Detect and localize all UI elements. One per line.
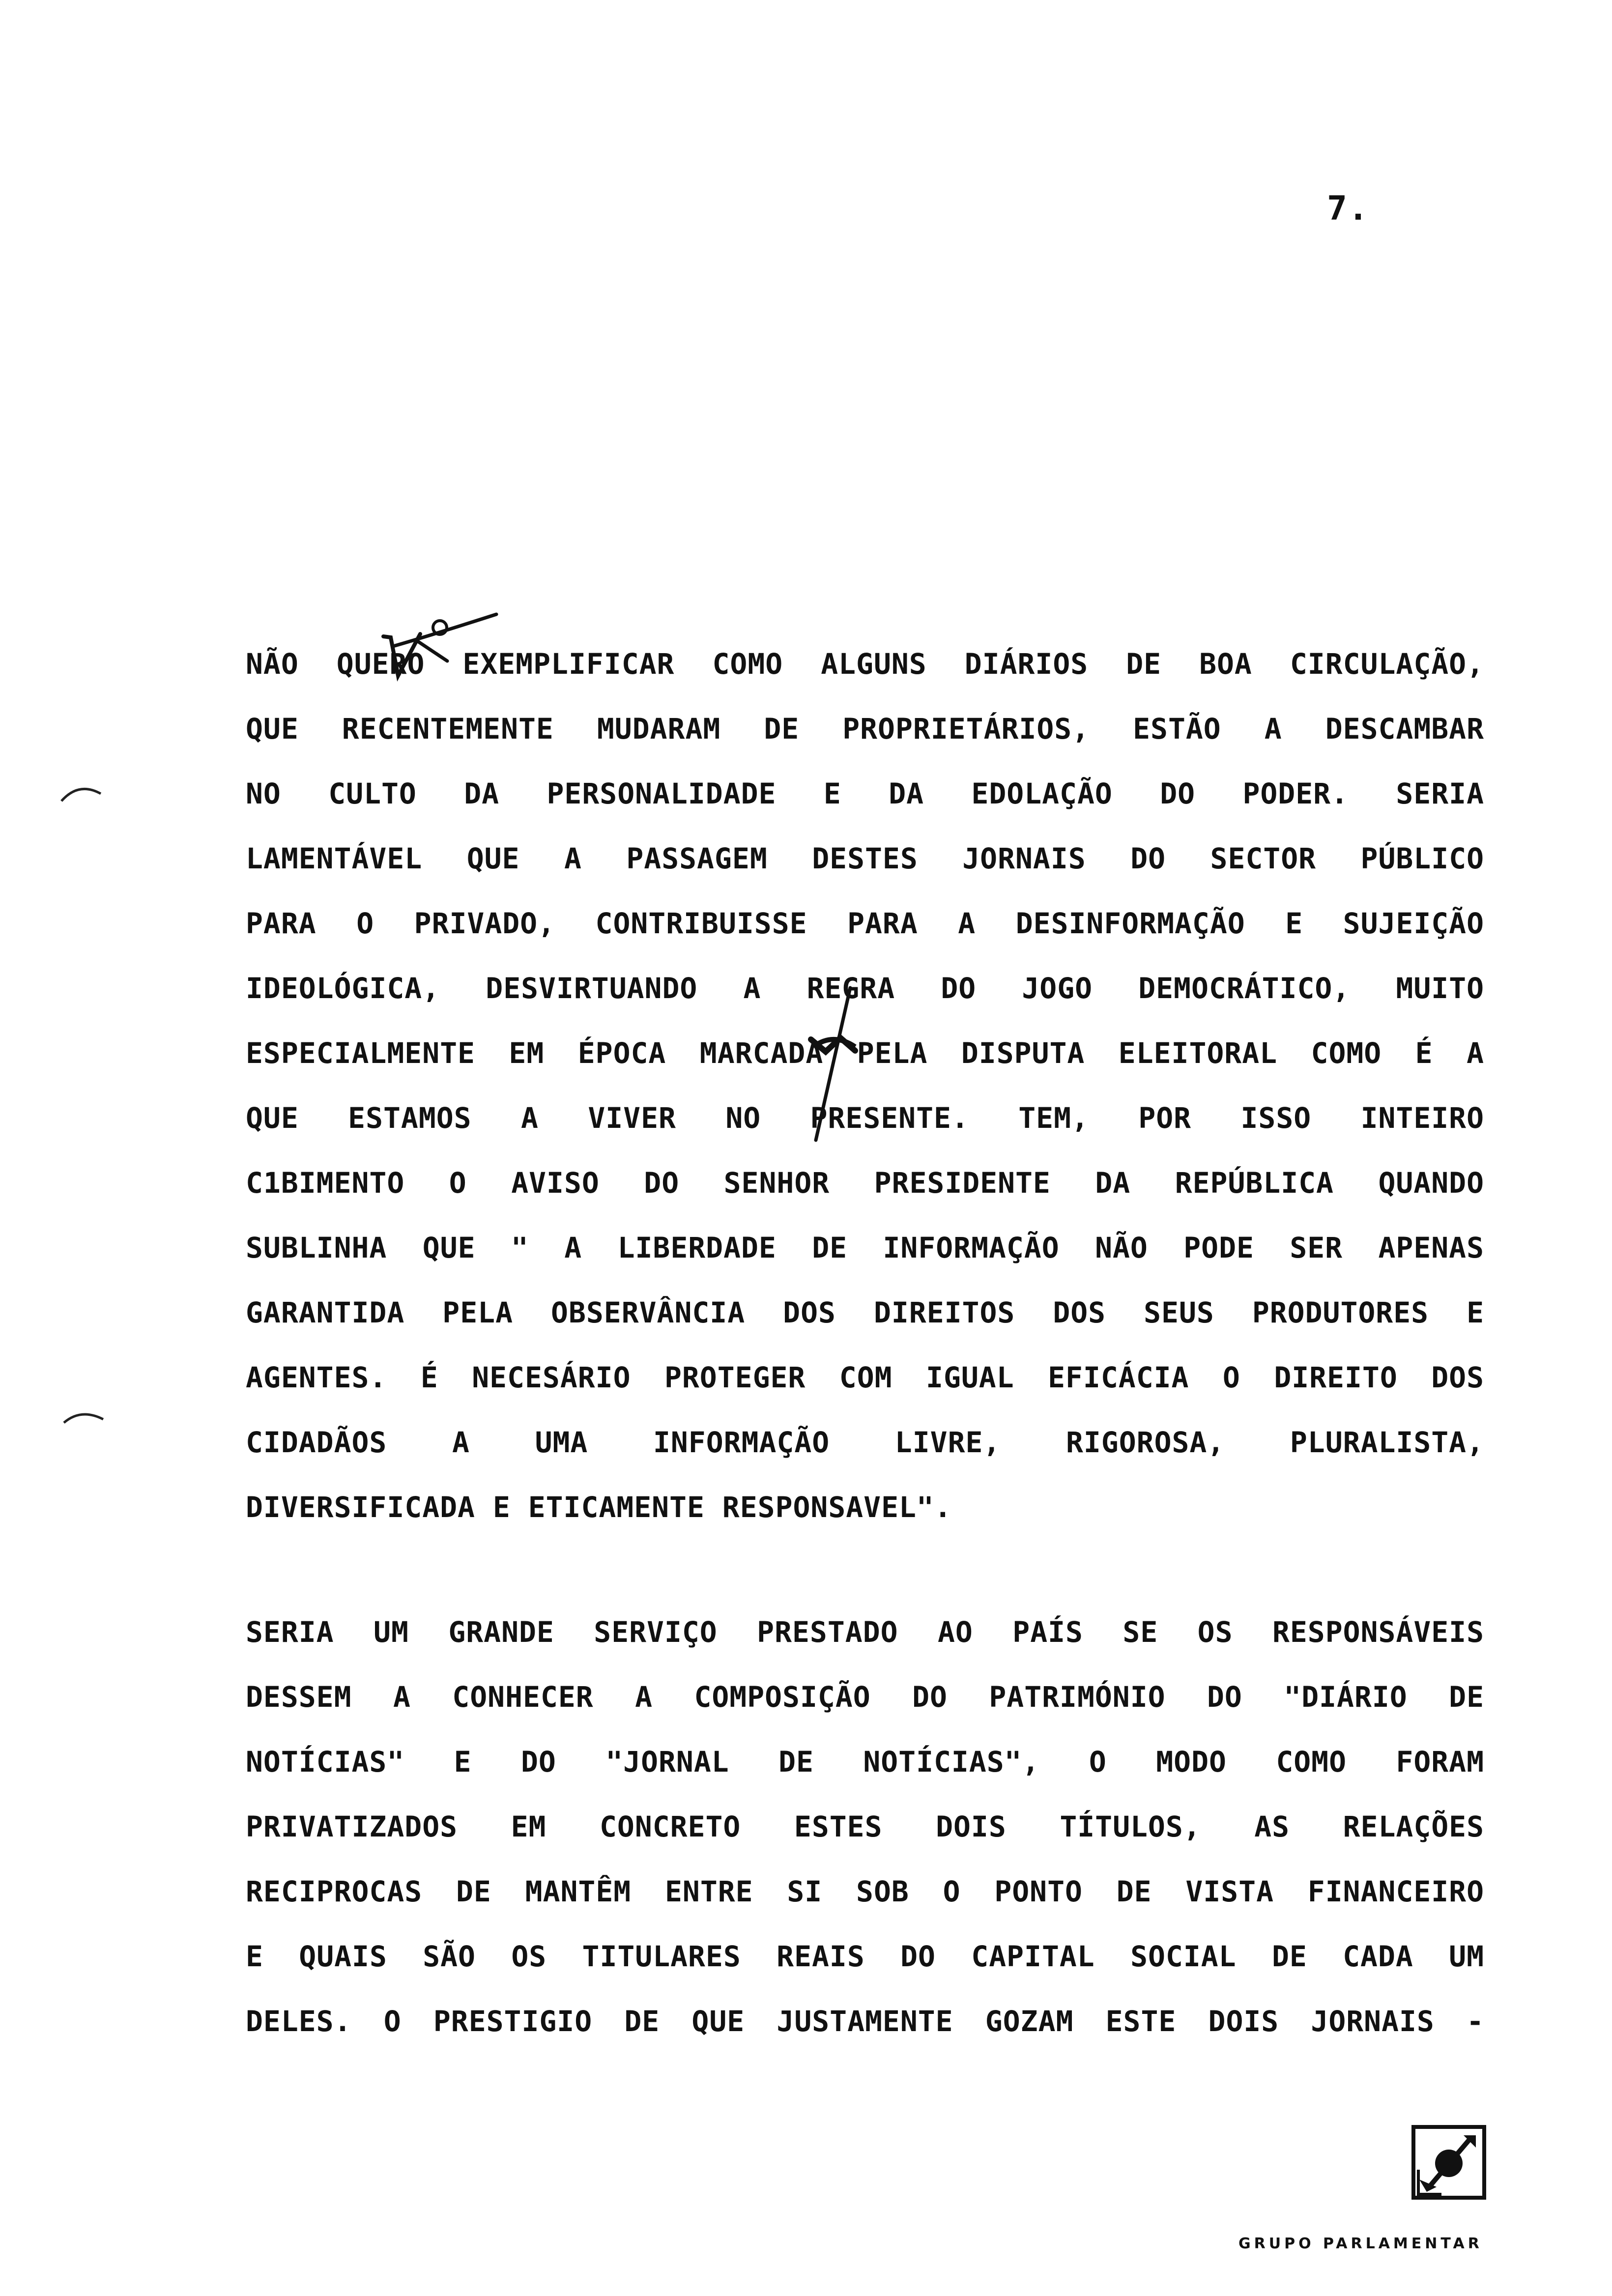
text-line: PRIVATIZADOS EM CONCRETO ESTES DOIS TÍTULOS, AS RELAÇÕES bbox=[246, 1810, 1484, 1843]
text-line: LAMENTÁVEL QUE A PASSAGEM DESTES JORNAIS DO SECTOR PÚBLICO bbox=[246, 842, 1484, 875]
text-line: IDEOLÓGICA, DESVIRTUANDO A REGRA DO JOGO DEMOCRÁTICO, MUITO bbox=[246, 972, 1484, 1005]
text-line: E QUAIS SÃO OS TITULARES REAIS DO CAPITAL SOCIAL DE CADA UM bbox=[246, 1940, 1484, 1973]
text-line: GARANTIDA PELA OBSERVÂNCIA DOS DIREITOS DOS SEUS PRODUTORES E bbox=[246, 1296, 1484, 1329]
margin-mark-icon bbox=[59, 781, 103, 806]
page-number: 7. bbox=[1327, 189, 1369, 228]
party-emblem-icon bbox=[1410, 2123, 1488, 2202]
text-line: ESPECIALMENTE EM ÉPOCA MARCADA PELA DISPUTA ELEITORAL COMO É A bbox=[246, 1036, 1484, 1070]
text-line: RECIPROCAS DE MANTÊM ENTRE SI SOB O PONTO DE VISTA FINANCEIRO bbox=[246, 1875, 1484, 1908]
text-line: AGENTES. É NECESÁRIO PROTEGER COM IGUAL EFICÁCIA O DIREITO DOS bbox=[246, 1361, 1484, 1394]
text-line: QUE RECENTEMENTE MUDARAM DE PROPRIETÁRIOS, ESTÃO A DESCAMBAR bbox=[246, 712, 1484, 746]
text-line: DELES. O PRESTIGIO DE QUE JUSTAMENTE GOZAM ESTE DOIS JORNAIS - bbox=[246, 2005, 1484, 2038]
text-line: NO CULTO DA PERSONALIDADE E DA EDOLAÇÃO DO PODER. SERIA bbox=[246, 777, 1484, 810]
text-line: NÃO QUERO EXEMPLIFICAR COMO ALGUNS DIÁRIOS DE BOA CIRCULAÇÃO, bbox=[246, 647, 1484, 681]
footer-label: GRUPO PARLAMENTAR bbox=[1238, 2235, 1483, 2252]
text-line: C1BIMENTO O AVISO DO SENHOR PRESIDENTE DA REPÚBLICA QUANDO bbox=[246, 1166, 1484, 1200]
margin-mark-icon bbox=[61, 1406, 106, 1430]
text-line: CIDADÃOS A UMA INFORMAÇÃO LIVRE, RIGOROSA, PLURALISTA, bbox=[246, 1426, 1484, 1459]
body-paragraph-2 bbox=[246, 1600, 1484, 2054]
text-line: QUE ESTAMOS A VIVER NO PRESENTE. TEM, POR ISSO INTEIRO bbox=[246, 1101, 1484, 1135]
text-line: DESSEM A CONHECER A COMPOSIÇÃO DO PATRIMÓNIO DO "DIÁRIO DE bbox=[246, 1680, 1484, 1714]
text-line: DIVERSIFICADA E ETICAMENTE RESPONSAVEL". bbox=[246, 1491, 952, 1524]
text-line: NOTÍCIAS" E DO "JORNAL DE NOTÍCIAS", O MODO COMO FORAM bbox=[246, 1745, 1484, 1779]
text-line: PARA O PRIVADO, CONTRIBUISSE PARA A DESINFORMAÇÃO E SUJEIÇÃO bbox=[246, 907, 1484, 940]
body-paragraph-1 bbox=[246, 631, 1484, 1540]
text-line: SUBLINHA QUE " A LIBERDADE DE INFORMAÇÃO NÃO PODE SER APENAS bbox=[246, 1231, 1484, 1264]
text-line: SERIA UM GRANDE SERVIÇO PRESTADO AO PAÍS SE OS RESPONSÁVEIS bbox=[246, 1615, 1484, 1649]
